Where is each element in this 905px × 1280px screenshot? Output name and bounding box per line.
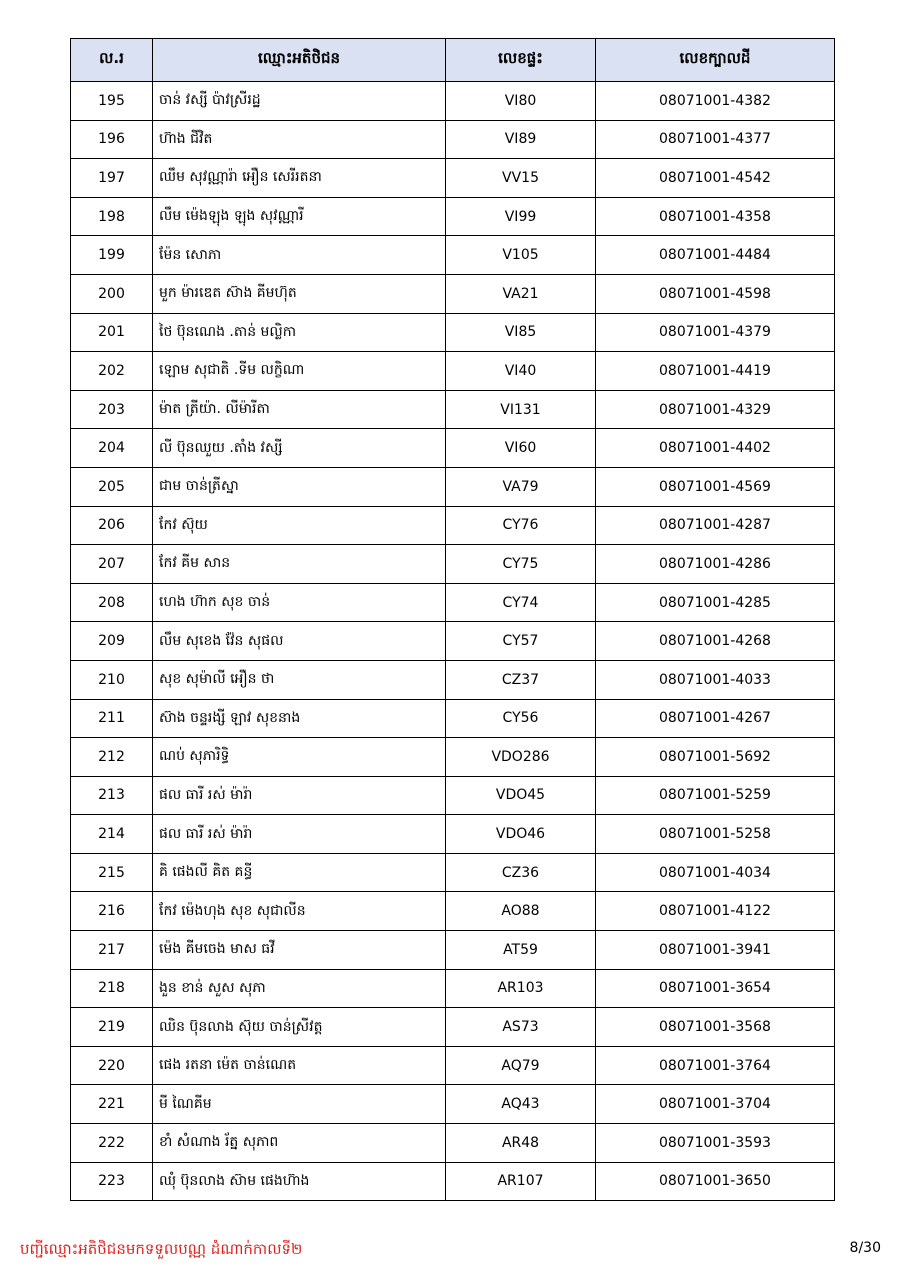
cell-house: AQ79: [446, 1046, 596, 1085]
cell-no: 216: [71, 892, 153, 931]
cell-name: ឈុំ ប៊ុនលាង ស៊ាម ផេងហ៊ាង: [153, 1162, 446, 1201]
cell-name: ម៉ាត ត្រីយ៉ា. លីម៉ារីតា: [153, 390, 446, 429]
table-row: [71, 969, 835, 1008]
cell-no: 223: [71, 1162, 153, 1201]
cell-name: ឈឹម សុវណ្ណារ៉ា អឿន សេរីរតនា: [153, 159, 446, 198]
cell-name: ហេង ហ៊ាក សុខ ចាន់: [153, 583, 446, 622]
cell-house: CZ36: [446, 853, 596, 892]
cell-no: 215: [71, 853, 153, 892]
cell-house: CZ37: [446, 660, 596, 699]
header-land-plot-number: លេខក្បាលដី: [596, 39, 835, 82]
cell-house: CY74: [446, 583, 596, 622]
table-row: [71, 1124, 835, 1163]
cell-no: 207: [71, 545, 153, 584]
table-row: [71, 622, 835, 661]
cell-no: 201: [71, 313, 153, 352]
records-table: [70, 38, 835, 1201]
table-row: [71, 236, 835, 275]
cell-house: CY57: [446, 622, 596, 661]
cell-land: 08071001-4034: [596, 853, 835, 892]
cell-name: ស៊ាង ចន្ទរង្សី ឡាវ សុខនាង: [153, 699, 446, 738]
cell-no: 217: [71, 931, 153, 970]
cell-no: 220: [71, 1046, 153, 1085]
cell-land: 08071001-4542: [596, 159, 835, 198]
cell-land: 08071001-4379: [596, 313, 835, 352]
cell-land: 08071001-3704: [596, 1085, 835, 1124]
cell-name: មួក ម៉ារឌេត ស៊ាង គីមហ៊ុត: [153, 274, 446, 313]
cell-house: VI40: [446, 352, 596, 391]
cell-name: កែវ គីម សាន: [153, 545, 446, 584]
cell-no: 204: [71, 429, 153, 468]
cell-name: កែវ ម៉េងហុង សុខ សុជាលីន: [153, 892, 446, 931]
table-row: [71, 197, 835, 236]
cell-no: 198: [71, 197, 153, 236]
cell-house: VI60: [446, 429, 596, 468]
cell-land: 08071001-3568: [596, 1008, 835, 1047]
cell-name: ណប់ សុភារិទ្ធិ: [153, 738, 446, 777]
cell-land: 08071001-5258: [596, 815, 835, 854]
footer-document-title: បញ្ជីឈ្មោះអតិថិជនមកទទួលបណ្ណ ដំណាក់កាលទី២: [20, 1240, 303, 1258]
cell-house: AR48: [446, 1124, 596, 1163]
cell-name: ម៉េង គីមចេង មាស ធវី: [153, 931, 446, 970]
table-row: [71, 1008, 835, 1047]
cell-no: 211: [71, 699, 153, 738]
cell-house: V105: [446, 236, 596, 275]
cell-house: CY56: [446, 699, 596, 738]
cell-no: 212: [71, 738, 153, 777]
cell-name: ហ៊ាង ជីវិត: [153, 120, 446, 159]
cell-no: 222: [71, 1124, 153, 1163]
cell-no: 196: [71, 120, 153, 159]
cell-house: AS73: [446, 1008, 596, 1047]
cell-house: AR103: [446, 969, 596, 1008]
cell-land: 08071001-4382: [596, 82, 835, 121]
table-row: [71, 120, 835, 159]
table-row: [71, 159, 835, 198]
page-number: 8/30: [849, 1240, 881, 1256]
cell-name: ថៃ ប៊ុនណេង .តាន់ មល្លិកា: [153, 313, 446, 352]
table-row: [71, 892, 835, 931]
cell-house: VA21: [446, 274, 596, 313]
cell-no: 206: [71, 506, 153, 545]
cell-land: 08071001-4286: [596, 545, 835, 584]
cell-no: 202: [71, 352, 153, 391]
cell-name: ផល ធារី រស់ ម៉ារ៉ា: [153, 815, 446, 854]
table-row: [71, 82, 835, 121]
cell-house: VDO286: [446, 738, 596, 777]
cell-land: 08071001-4267: [596, 699, 835, 738]
cell-no: 219: [71, 1008, 153, 1047]
cell-house: VA79: [446, 467, 596, 506]
cell-name: ឡោម សុជាតិ .ទីម លក្ខិណា: [153, 352, 446, 391]
cell-no: 203: [71, 390, 153, 429]
cell-house: VI89: [446, 120, 596, 159]
cell-land: 08071001-4419: [596, 352, 835, 391]
table-row: [71, 660, 835, 699]
cell-name: ផល ធារី រស់ ម៉ារ៉ា: [153, 776, 446, 815]
cell-land: 08071001-4122: [596, 892, 835, 931]
cell-name: ឈិន ប៊ុនលាង ស៊ុយ ចាន់ស្រីវត្ត: [153, 1008, 446, 1047]
cell-name: មី ណៃគីម: [153, 1085, 446, 1124]
cell-house: AO88: [446, 892, 596, 931]
cell-name: ខាំ សំណាង រ័ត្ន សុភាព: [153, 1124, 446, 1163]
cell-name: ម៉ែន សោភា: [153, 236, 446, 275]
table-row: [71, 815, 835, 854]
table-row: [71, 352, 835, 391]
cell-no: 197: [71, 159, 153, 198]
cell-no: 195: [71, 82, 153, 121]
cell-land: 08071001-4033: [596, 660, 835, 699]
cell-land: 08071001-4484: [596, 236, 835, 275]
cell-name: ងួន ខាន់ សួស សុភា: [153, 969, 446, 1008]
cell-no: 213: [71, 776, 153, 815]
cell-house: VI80: [446, 82, 596, 121]
cell-no: 210: [71, 660, 153, 699]
table-row: [71, 583, 835, 622]
cell-name: កែវ ស៊ុយ: [153, 506, 446, 545]
cell-name: សុខ សុម៉ាលី អឿន ថា: [153, 660, 446, 699]
table-row: [71, 738, 835, 777]
table-row: [71, 853, 835, 892]
cell-name: គិ ផេងលី គិត គន្ធី: [153, 853, 446, 892]
cell-name: លឹម ម៉េងឡុង ឡុង សុវណ្ណារី: [153, 197, 446, 236]
cell-land: 08071001-4285: [596, 583, 835, 622]
cell-no: 221: [71, 1085, 153, 1124]
cell-land: 08071001-4287: [596, 506, 835, 545]
table-row: [71, 776, 835, 815]
table-row: [71, 390, 835, 429]
cell-house: AR107: [446, 1162, 596, 1201]
cell-no: 205: [71, 467, 153, 506]
table-row: [71, 274, 835, 313]
cell-house: VI131: [446, 390, 596, 429]
cell-land: 08071001-3593: [596, 1124, 835, 1163]
cell-land: 08071001-3654: [596, 969, 835, 1008]
table-row: [71, 429, 835, 468]
cell-no: 214: [71, 815, 153, 854]
table-row: [71, 1162, 835, 1201]
table-row: [71, 467, 835, 506]
table-header-row: [71, 39, 835, 82]
cell-land: 08071001-4329: [596, 390, 835, 429]
table-row: [71, 1046, 835, 1085]
cell-name: ជាម ចាន់ត្រីស្នា: [153, 467, 446, 506]
cell-house: VDO45: [446, 776, 596, 815]
cell-house: VI99: [446, 197, 596, 236]
cell-house: CY75: [446, 545, 596, 584]
cell-land: 08071001-4377: [596, 120, 835, 159]
cell-name: ផេង រតនា ម៉េត ចាន់ណេត: [153, 1046, 446, 1085]
table-row: [71, 313, 835, 352]
table-row: [71, 931, 835, 970]
cell-land: 08071001-3764: [596, 1046, 835, 1085]
table-row: [71, 699, 835, 738]
cell-no: 209: [71, 622, 153, 661]
header-customer-name: ឈ្មោះអតិថិជន: [153, 39, 446, 82]
cell-no: 200: [71, 274, 153, 313]
cell-name: លី ប៊ុនឈួយ .តាំង វស្សី: [153, 429, 446, 468]
table-row: [71, 545, 835, 584]
cell-no: 218: [71, 969, 153, 1008]
cell-land: 08071001-3650: [596, 1162, 835, 1201]
cell-house: AT59: [446, 931, 596, 970]
cell-land: 08071001-3941: [596, 931, 835, 970]
header-house-number: លេខផ្ទះ: [446, 39, 596, 82]
cell-house: AQ43: [446, 1085, 596, 1124]
header-no: ល.រ: [71, 39, 153, 82]
cell-land: 08071001-4598: [596, 274, 835, 313]
cell-no: 199: [71, 236, 153, 275]
cell-house: VDO46: [446, 815, 596, 854]
cell-house: VV15: [446, 159, 596, 198]
cell-land: 08071001-4268: [596, 622, 835, 661]
cell-house: CY76: [446, 506, 596, 545]
cell-land: 08071001-5259: [596, 776, 835, 815]
table-row: [71, 506, 835, 545]
cell-land: 08071001-4569: [596, 467, 835, 506]
cell-land: 08071001-5692: [596, 738, 835, 777]
cell-name: ចាន់ វស្សី ប៉ាវស្រីរដ្ឋ: [153, 82, 446, 121]
cell-no: 208: [71, 583, 153, 622]
cell-name: លឹម សុខេង វ៉ែន សុផល: [153, 622, 446, 661]
cell-land: 08071001-4402: [596, 429, 835, 468]
cell-land: 08071001-4358: [596, 197, 835, 236]
table-row: [71, 1085, 835, 1124]
cell-house: VI85: [446, 313, 596, 352]
